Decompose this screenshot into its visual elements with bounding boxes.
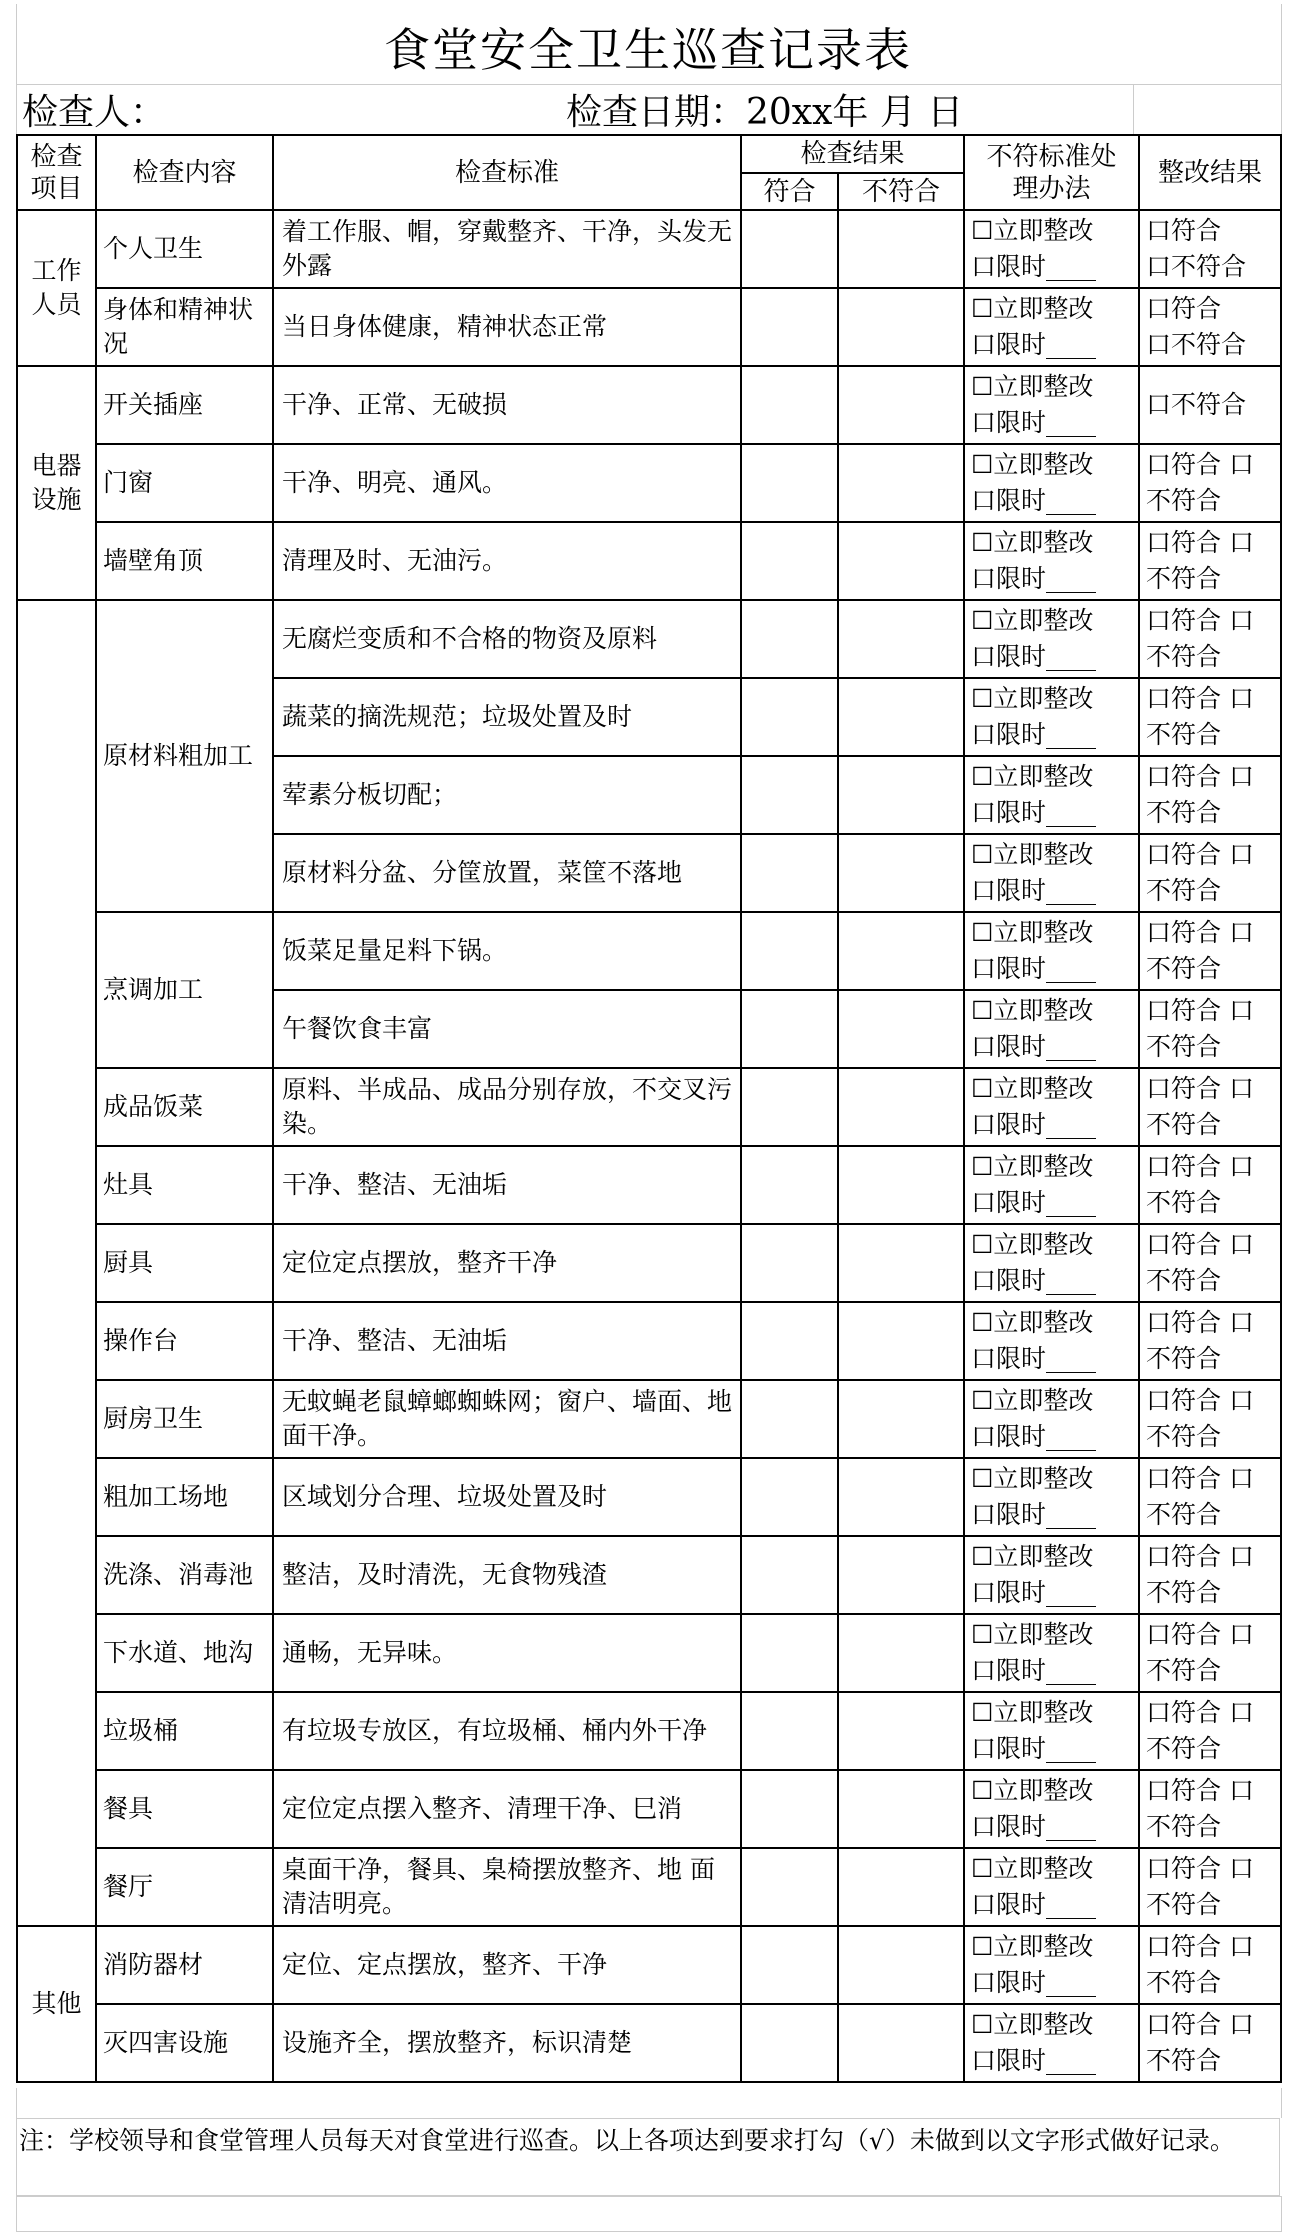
fail-checkbox-cell[interactable] <box>838 1692 964 1770</box>
handling-line: 口限时____ <box>971 876 1097 905</box>
rectify-cell[interactable] <box>1139 1692 1281 1770</box>
fail-checkbox-cell[interactable] <box>838 990 964 1068</box>
rectify-cell[interactable] <box>1139 1536 1281 1614</box>
handling-line: 口限时____ <box>971 642 1097 671</box>
handling-line: ☐立即整改 <box>971 528 1094 557</box>
table-row <box>17 1458 1281 1536</box>
handling-cell[interactable] <box>964 522 1139 600</box>
rectify-line: 不符合 <box>1146 1812 1222 1841</box>
rectify-line: 口符合 口 <box>1146 1152 1254 1181</box>
table-row <box>17 1848 1281 1926</box>
standard-cell: 当日身体健康，精神状态正常 <box>273 288 741 366</box>
handling-line: ☐立即整改 <box>971 1542 1094 1571</box>
standard-cell: 饭菜足量足料下锅。 <box>273 912 741 990</box>
handling-cell[interactable] <box>964 1224 1139 1302</box>
rectify-cell[interactable] <box>1139 1380 1281 1458</box>
rectify-line: 口符合 口 <box>1146 1932 1254 1961</box>
fail-checkbox-cell[interactable] <box>838 1458 964 1536</box>
handling-line: ☐立即整改 <box>971 1074 1094 1103</box>
standard-cell: 定位定点摆入整齐、清理干净、巳消 <box>273 1770 741 1848</box>
handling-line: ☐立即整改 <box>971 1308 1094 1337</box>
rectify-line: 不符合 <box>1146 1968 1222 1997</box>
rectify-line: 口符合 口 <box>1146 1776 1254 1805</box>
table-row <box>17 1380 1281 1458</box>
pass-checkbox-cell[interactable] <box>741 1458 838 1536</box>
handling-line: ☐立即整改 <box>971 606 1094 635</box>
pass-checkbox-cell[interactable] <box>741 522 838 600</box>
fail-checkbox-cell[interactable] <box>838 1848 964 1926</box>
content-cell: 灶具 <box>96 1146 273 1224</box>
content-cell: 厨房卫生 <box>96 1380 273 1458</box>
rectify-cell[interactable] <box>1139 1302 1281 1380</box>
handling-line: 口限时____ <box>971 1188 1097 1217</box>
handling-line: ☐立即整改 <box>971 996 1094 1025</box>
handling-line: ☐立即整改 <box>971 1152 1094 1181</box>
rectify-cell[interactable] <box>1139 1224 1281 1302</box>
fail-checkbox-cell[interactable] <box>838 912 964 990</box>
standard-cell: 设施齐全，摆放整齐，标识清楚 <box>273 2004 741 2082</box>
fail-checkbox-cell[interactable] <box>838 1536 964 1614</box>
table-row <box>17 2004 1281 2082</box>
rectify-line: 不符合 <box>1146 1578 1222 1607</box>
fail-checkbox-cell[interactable] <box>838 1926 964 2004</box>
standard-cell: 干净、正常、无破损 <box>273 366 741 444</box>
standard-cell: 干净、明亮、通风。 <box>273 444 741 522</box>
rectify-line: 口符合 口 <box>1146 528 1254 557</box>
fail-checkbox-cell[interactable] <box>838 834 964 912</box>
table-row <box>17 1926 1281 2004</box>
header-handling: 不符标准处理办法 <box>964 135 1139 210</box>
handling-cell[interactable] <box>964 1536 1139 1614</box>
pass-checkbox-cell[interactable] <box>741 1692 838 1770</box>
rectify-line: 口符合 口 <box>1146 1074 1254 1103</box>
rectify-line: 口符合 口 <box>1146 762 1254 791</box>
handling-line: 口限时____ <box>971 330 1097 359</box>
table-row <box>17 444 1281 522</box>
handling-line: ☐立即整改 <box>971 1620 1094 1649</box>
content-cell: 粗加工场地 <box>96 1458 273 1536</box>
handling-cell[interactable] <box>964 288 1139 366</box>
handling-cell[interactable] <box>964 210 1139 288</box>
handling-line: ☐立即整改 <box>971 216 1094 245</box>
fail-checkbox-cell[interactable] <box>838 1068 964 1146</box>
table-row <box>17 1614 1281 1692</box>
rectify-cell[interactable] <box>1139 990 1281 1068</box>
fail-checkbox-cell[interactable] <box>838 678 964 756</box>
header-fail: 不符合 <box>838 173 964 210</box>
table-row <box>17 1536 1281 1614</box>
table-row <box>17 522 1281 600</box>
pass-checkbox-cell[interactable] <box>741 1614 838 1692</box>
handling-line: ☐立即整改 <box>971 918 1094 947</box>
standard-cell: 定位定点摆放，整齐干净 <box>273 1224 741 1302</box>
fail-checkbox-cell[interactable] <box>838 1770 964 1848</box>
pass-checkbox-cell[interactable] <box>741 1380 838 1458</box>
handling-line: ☐立即整改 <box>971 1776 1094 1805</box>
rectify-line: 口符合 口 <box>1146 1230 1254 1259</box>
rectify-cell[interactable] <box>1139 1068 1281 1146</box>
fail-checkbox-cell[interactable] <box>838 288 964 366</box>
handling-cell[interactable] <box>964 1692 1139 1770</box>
rectify-line: 不符合 <box>1146 1734 1222 1763</box>
page-title: 食堂安全卫生巡查记录表 <box>384 23 912 77</box>
handling-cell[interactable] <box>964 1926 1139 2004</box>
handling-line: ☐立即整改 <box>971 840 1094 869</box>
standard-cell: 原料、半成品、成品分别存放，不交叉污染。 <box>273 1068 741 1146</box>
rectify-cell[interactable] <box>1139 1926 1281 2004</box>
rectify-cell[interactable] <box>1139 210 1281 288</box>
content-cell: 成品饭菜 <box>96 1068 273 1146</box>
handling-cell[interactable] <box>964 678 1139 756</box>
table-row <box>17 1770 1281 1848</box>
standard-cell: 无腐烂变质和不合格的物资及原料 <box>273 600 741 678</box>
handling-cell[interactable] <box>964 1380 1139 1458</box>
handling-line: 口限时____ <box>971 798 1097 827</box>
rectify-cell[interactable] <box>1139 1848 1281 1926</box>
pass-checkbox-cell[interactable] <box>741 1224 838 1302</box>
fail-checkbox-cell[interactable] <box>838 600 964 678</box>
handling-cell[interactable] <box>964 990 1139 1068</box>
rectify-line: 不符合 <box>1146 642 1222 671</box>
rectify-line: 口符合 口 <box>1146 450 1254 479</box>
pass-checkbox-cell[interactable] <box>741 366 838 444</box>
table-row <box>17 1224 1281 1302</box>
rectify-cell[interactable] <box>1139 756 1281 834</box>
standard-cell: 着工作服、帽，穿戴整齐、干净，头发无外露 <box>273 210 741 288</box>
standard-cell: 干净、整洁、无油垢 <box>273 1146 741 1224</box>
pass-checkbox-cell[interactable] <box>741 1848 838 1926</box>
handling-line: 口限时____ <box>971 1032 1097 1061</box>
rectify-line: 不符合 <box>1146 1032 1222 1061</box>
handling-line: 口限时____ <box>971 408 1097 437</box>
footnote: 注：学校领导和食堂管理人员每天对食堂进行巡查。以上各项达到要求打勾（√）未做到以文字形式做好记录。 <box>16 2118 1280 2196</box>
table-row <box>17 912 1281 990</box>
handling-cell[interactable] <box>964 1068 1139 1146</box>
standard-cell: 有垃圾专放区，有垃圾桶、桶内外干净 <box>273 1692 741 1770</box>
handling-cell[interactable] <box>964 444 1139 522</box>
rectify-line: 口符合 口 <box>1146 2010 1254 2039</box>
handling-line: ☐立即整改 <box>971 1932 1094 1961</box>
handling-line: ☐立即整改 <box>971 450 1094 479</box>
content-cell: 原材料粗加工 <box>96 600 273 912</box>
table-row <box>17 1146 1281 1224</box>
handling-cell[interactable] <box>964 912 1139 990</box>
fail-checkbox-cell[interactable] <box>838 1146 964 1224</box>
rectify-line: 不符合 <box>1146 564 1222 593</box>
rectify-line: 口符合 <box>1146 216 1222 245</box>
table-body <box>17 210 1281 2082</box>
table-row <box>17 210 1281 288</box>
handling-line: 口限时____ <box>971 1422 1097 1451</box>
category-cell <box>17 1926 96 2082</box>
pass-checkbox-cell[interactable] <box>741 1770 838 1848</box>
handling-cell[interactable] <box>964 366 1139 444</box>
rectify-line: 不符合 <box>1146 1188 1222 1217</box>
content-cell: 墙壁角顶 <box>96 522 273 600</box>
content-cell: 烹调加工 <box>96 912 273 1068</box>
rectify-line: 口符合 口 <box>1146 996 1254 1025</box>
pass-checkbox-cell[interactable] <box>741 444 838 522</box>
category-cell <box>17 366 96 600</box>
rectify-line: 不符合 <box>1146 876 1222 905</box>
category-label: 电器设施 <box>31 451 82 514</box>
rectify-cell[interactable] <box>1139 1146 1281 1224</box>
pass-checkbox-cell[interactable] <box>741 834 838 912</box>
header-standard: 检查标准 <box>273 135 741 210</box>
handling-line: 口限时____ <box>971 1578 1097 1607</box>
category-cell <box>17 210 96 366</box>
handling-line: 口限时____ <box>971 2046 1097 2075</box>
category-label: 其他 <box>31 1989 82 2018</box>
handling-line: 口限时____ <box>971 252 1097 281</box>
handling-line: 口限时____ <box>971 1344 1097 1373</box>
handling-cell[interactable] <box>964 600 1139 678</box>
table-row <box>17 1692 1281 1770</box>
rectify-cell[interactable] <box>1139 366 1281 444</box>
handling-line: 口限时____ <box>971 1968 1097 1997</box>
standard-cell: 清理及时、无油污。 <box>273 522 741 600</box>
handling-line: ☐立即整改 <box>971 294 1094 323</box>
spacer-row <box>16 2088 1282 2118</box>
table-row <box>17 1068 1281 1146</box>
pass-checkbox-cell[interactable] <box>741 1146 838 1224</box>
header-rectify: 整改结果 <box>1139 135 1281 210</box>
handling-cell[interactable] <box>964 1614 1139 1692</box>
standard-cell: 区域划分合理、垃圾处置及时 <box>273 1458 741 1536</box>
handling-cell[interactable] <box>964 1458 1139 1536</box>
standard-cell: 午餐饮食丰富 <box>273 990 741 1068</box>
fail-checkbox-cell[interactable] <box>838 1614 964 1692</box>
rectify-line: 口符合 口 <box>1146 1542 1254 1571</box>
handling-cell[interactable] <box>964 1302 1139 1380</box>
rectify-line: 口符合 口 <box>1146 1854 1254 1883</box>
pass-checkbox-cell[interactable] <box>741 912 838 990</box>
rectify-cell[interactable] <box>1139 1770 1281 1848</box>
handling-line: 口限时____ <box>971 1500 1097 1529</box>
header-item: 检查项目 <box>17 135 96 210</box>
pass-checkbox-cell[interactable] <box>741 288 838 366</box>
handling-cell[interactable] <box>964 1146 1139 1224</box>
pass-checkbox-cell[interactable] <box>741 756 838 834</box>
standard-cell: 原材料分盆、分筐放置，菜筐不落地 <box>273 834 741 912</box>
handling-line: ☐立即整改 <box>971 1230 1094 1259</box>
rectify-line: 不符合 <box>1146 954 1222 983</box>
content-cell: 下水道、地沟 <box>96 1614 273 1692</box>
fail-checkbox-cell[interactable] <box>838 1380 964 1458</box>
rectify-line: 不符合 <box>1146 1110 1222 1139</box>
inspector-label: 检查人： <box>22 92 167 133</box>
pass-checkbox-cell[interactable] <box>741 210 838 288</box>
handling-line: 口限时____ <box>971 1656 1097 1685</box>
fail-checkbox-cell[interactable] <box>838 1302 964 1380</box>
pass-checkbox-cell[interactable] <box>741 1302 838 1380</box>
handling-line: 口限时____ <box>971 1812 1097 1841</box>
header-pass: 符合 <box>741 173 838 210</box>
content-cell: 开关插座 <box>96 366 273 444</box>
handling-line: ☐立即整改 <box>971 1854 1094 1883</box>
rectify-cell[interactable] <box>1139 1458 1281 1536</box>
header-row-1 <box>17 135 1281 173</box>
category-cell <box>17 600 96 1926</box>
rectify-cell[interactable] <box>1139 834 1281 912</box>
content-cell: 个人卫生 <box>96 210 273 288</box>
handling-cell[interactable] <box>964 1770 1139 1848</box>
rectify-cell[interactable] <box>1139 288 1281 366</box>
rectify-line: 口符合 口 <box>1146 1308 1254 1337</box>
pass-checkbox-cell[interactable] <box>741 2004 838 2082</box>
handling-line: ☐立即整改 <box>971 762 1094 791</box>
rectify-line: 口不符合 <box>1146 390 1247 419</box>
standard-cell: 整洁，及时清洗，无食物残渣 <box>273 1536 741 1614</box>
standard-cell: 荤素分板切配； <box>273 756 741 834</box>
rectify-cell[interactable] <box>1139 912 1281 990</box>
handling-line: 口限时____ <box>971 486 1097 515</box>
table-row <box>17 1302 1281 1380</box>
rectify-line: 不符合 <box>1146 720 1222 749</box>
content-cell: 灭四害设施 <box>96 2004 273 2082</box>
pass-checkbox-cell[interactable] <box>741 1068 838 1146</box>
rectify-line: 口符合 口 <box>1146 1464 1254 1493</box>
rectify-line: 口符合 口 <box>1146 1698 1254 1727</box>
rectify-cell[interactable] <box>1139 600 1281 678</box>
handling-line: ☐立即整改 <box>971 1386 1094 1415</box>
category-label: 工作人员 <box>31 256 82 319</box>
fail-checkbox-cell[interactable] <box>838 2004 964 2082</box>
rectify-cell[interactable] <box>1139 678 1281 756</box>
handling-line: 口限时____ <box>971 720 1097 749</box>
rectify-line: 口符合 <box>1146 294 1222 323</box>
rectify-line: 不符合 <box>1146 1422 1222 1451</box>
inspection-table <box>16 134 1282 2083</box>
rectify-line: 口符合 口 <box>1146 1620 1254 1649</box>
rectify-cell[interactable] <box>1139 1614 1281 1692</box>
rectify-cell[interactable] <box>1139 444 1281 522</box>
rectify-line: 口符合 口 <box>1146 1386 1254 1415</box>
standard-cell: 干净、整洁、无油垢 <box>273 1302 741 1380</box>
pass-checkbox-cell[interactable] <box>741 678 838 756</box>
table-row <box>17 288 1281 366</box>
header-content: 检查内容 <box>96 135 273 210</box>
handling-line: 口限时____ <box>971 1110 1097 1139</box>
rectify-line: 不符合 <box>1146 1266 1222 1295</box>
handling-cell[interactable] <box>964 1848 1139 1926</box>
rectify-line: 不符合 <box>1146 1656 1222 1685</box>
handling-line: ☐立即整改 <box>971 1464 1094 1493</box>
handling-line: ☐立即整改 <box>971 2010 1094 2039</box>
content-cell: 厨具 <box>96 1224 273 1302</box>
content-cell: 消防器材 <box>96 1926 273 2004</box>
fail-checkbox-cell[interactable] <box>838 366 964 444</box>
handling-line: 口限时____ <box>971 1734 1097 1763</box>
pass-checkbox-cell[interactable] <box>741 1926 838 2004</box>
standard-cell: 蔬菜的摘洗规范；垃圾处置及时 <box>273 678 741 756</box>
standard-cell: 桌面干净，餐具、臬椅摆放整齐、地 面清洁明亮。 <box>273 1848 741 1926</box>
rectify-line: 口不符合 <box>1146 252 1247 281</box>
rectify-line: 不符合 <box>1146 1890 1222 1919</box>
table-row <box>17 366 1281 444</box>
fail-checkbox-cell[interactable] <box>838 1224 964 1302</box>
rectify-line: 口符合 口 <box>1146 840 1254 869</box>
table-row <box>17 600 1281 678</box>
inspection-date-label: 检查日期：20xx年 月 日 <box>566 92 964 133</box>
fail-checkbox-cell[interactable] <box>838 522 964 600</box>
handling-cell[interactable] <box>964 756 1139 834</box>
rectify-cell[interactable] <box>1139 522 1281 600</box>
content-cell: 身体和精神状况 <box>96 288 273 366</box>
rectify-line: 口不符合 <box>1146 330 1247 359</box>
rectify-line: 口符合 口 <box>1146 918 1254 947</box>
content-cell: 餐具 <box>96 1770 273 1848</box>
header-result: 检查结果 <box>741 135 964 173</box>
rectify-line: 不符合 <box>1146 1344 1222 1373</box>
rectify-line: 口符合 口 <box>1146 684 1254 713</box>
handling-line: ☐立即整改 <box>971 684 1094 713</box>
standard-cell: 定位、定点摆放，整齐、干净 <box>273 1926 741 2004</box>
rectify-line: 不符合 <box>1146 486 1222 515</box>
fail-checkbox-cell[interactable] <box>838 444 964 522</box>
handling-line: 口限时____ <box>971 954 1097 983</box>
content-cell: 餐厅 <box>96 1848 273 1926</box>
standard-cell: 无蚊蝇老鼠蟑螂蜘蛛网；窗户、墙面、地面干净。 <box>273 1380 741 1458</box>
rectify-line: 口符合 口 <box>1146 606 1254 635</box>
content-cell: 门窗 <box>96 444 273 522</box>
fail-checkbox-cell[interactable] <box>838 210 964 288</box>
handling-line: ☐立即整改 <box>971 1698 1094 1727</box>
bottom-spacer-row <box>16 2196 1282 2232</box>
handling-line: 口限时____ <box>971 564 1097 593</box>
handling-line: 口限时____ <box>971 1890 1097 1919</box>
standard-cell: 通畅，无异味。 <box>273 1614 741 1692</box>
rectify-cell[interactable] <box>1139 2004 1281 2082</box>
rectify-line: 不符合 <box>1146 798 1222 827</box>
content-cell: 垃圾桶 <box>96 1692 273 1770</box>
handling-line: 口限时____ <box>971 1266 1097 1295</box>
content-cell: 操作台 <box>96 1302 273 1380</box>
handling-line: ☐立即整改 <box>971 372 1094 401</box>
handling-cell[interactable] <box>964 2004 1139 2082</box>
pass-checkbox-cell[interactable] <box>741 990 838 1068</box>
pass-checkbox-cell[interactable] <box>741 600 838 678</box>
handling-cell[interactable] <box>964 834 1139 912</box>
rectify-line: 不符合 <box>1146 2046 1222 2075</box>
content-cell: 洗涤、消毒池 <box>96 1536 273 1614</box>
rectify-line: 不符合 <box>1146 1500 1222 1529</box>
fail-checkbox-cell[interactable] <box>838 756 964 834</box>
pass-checkbox-cell[interactable] <box>741 1536 838 1614</box>
